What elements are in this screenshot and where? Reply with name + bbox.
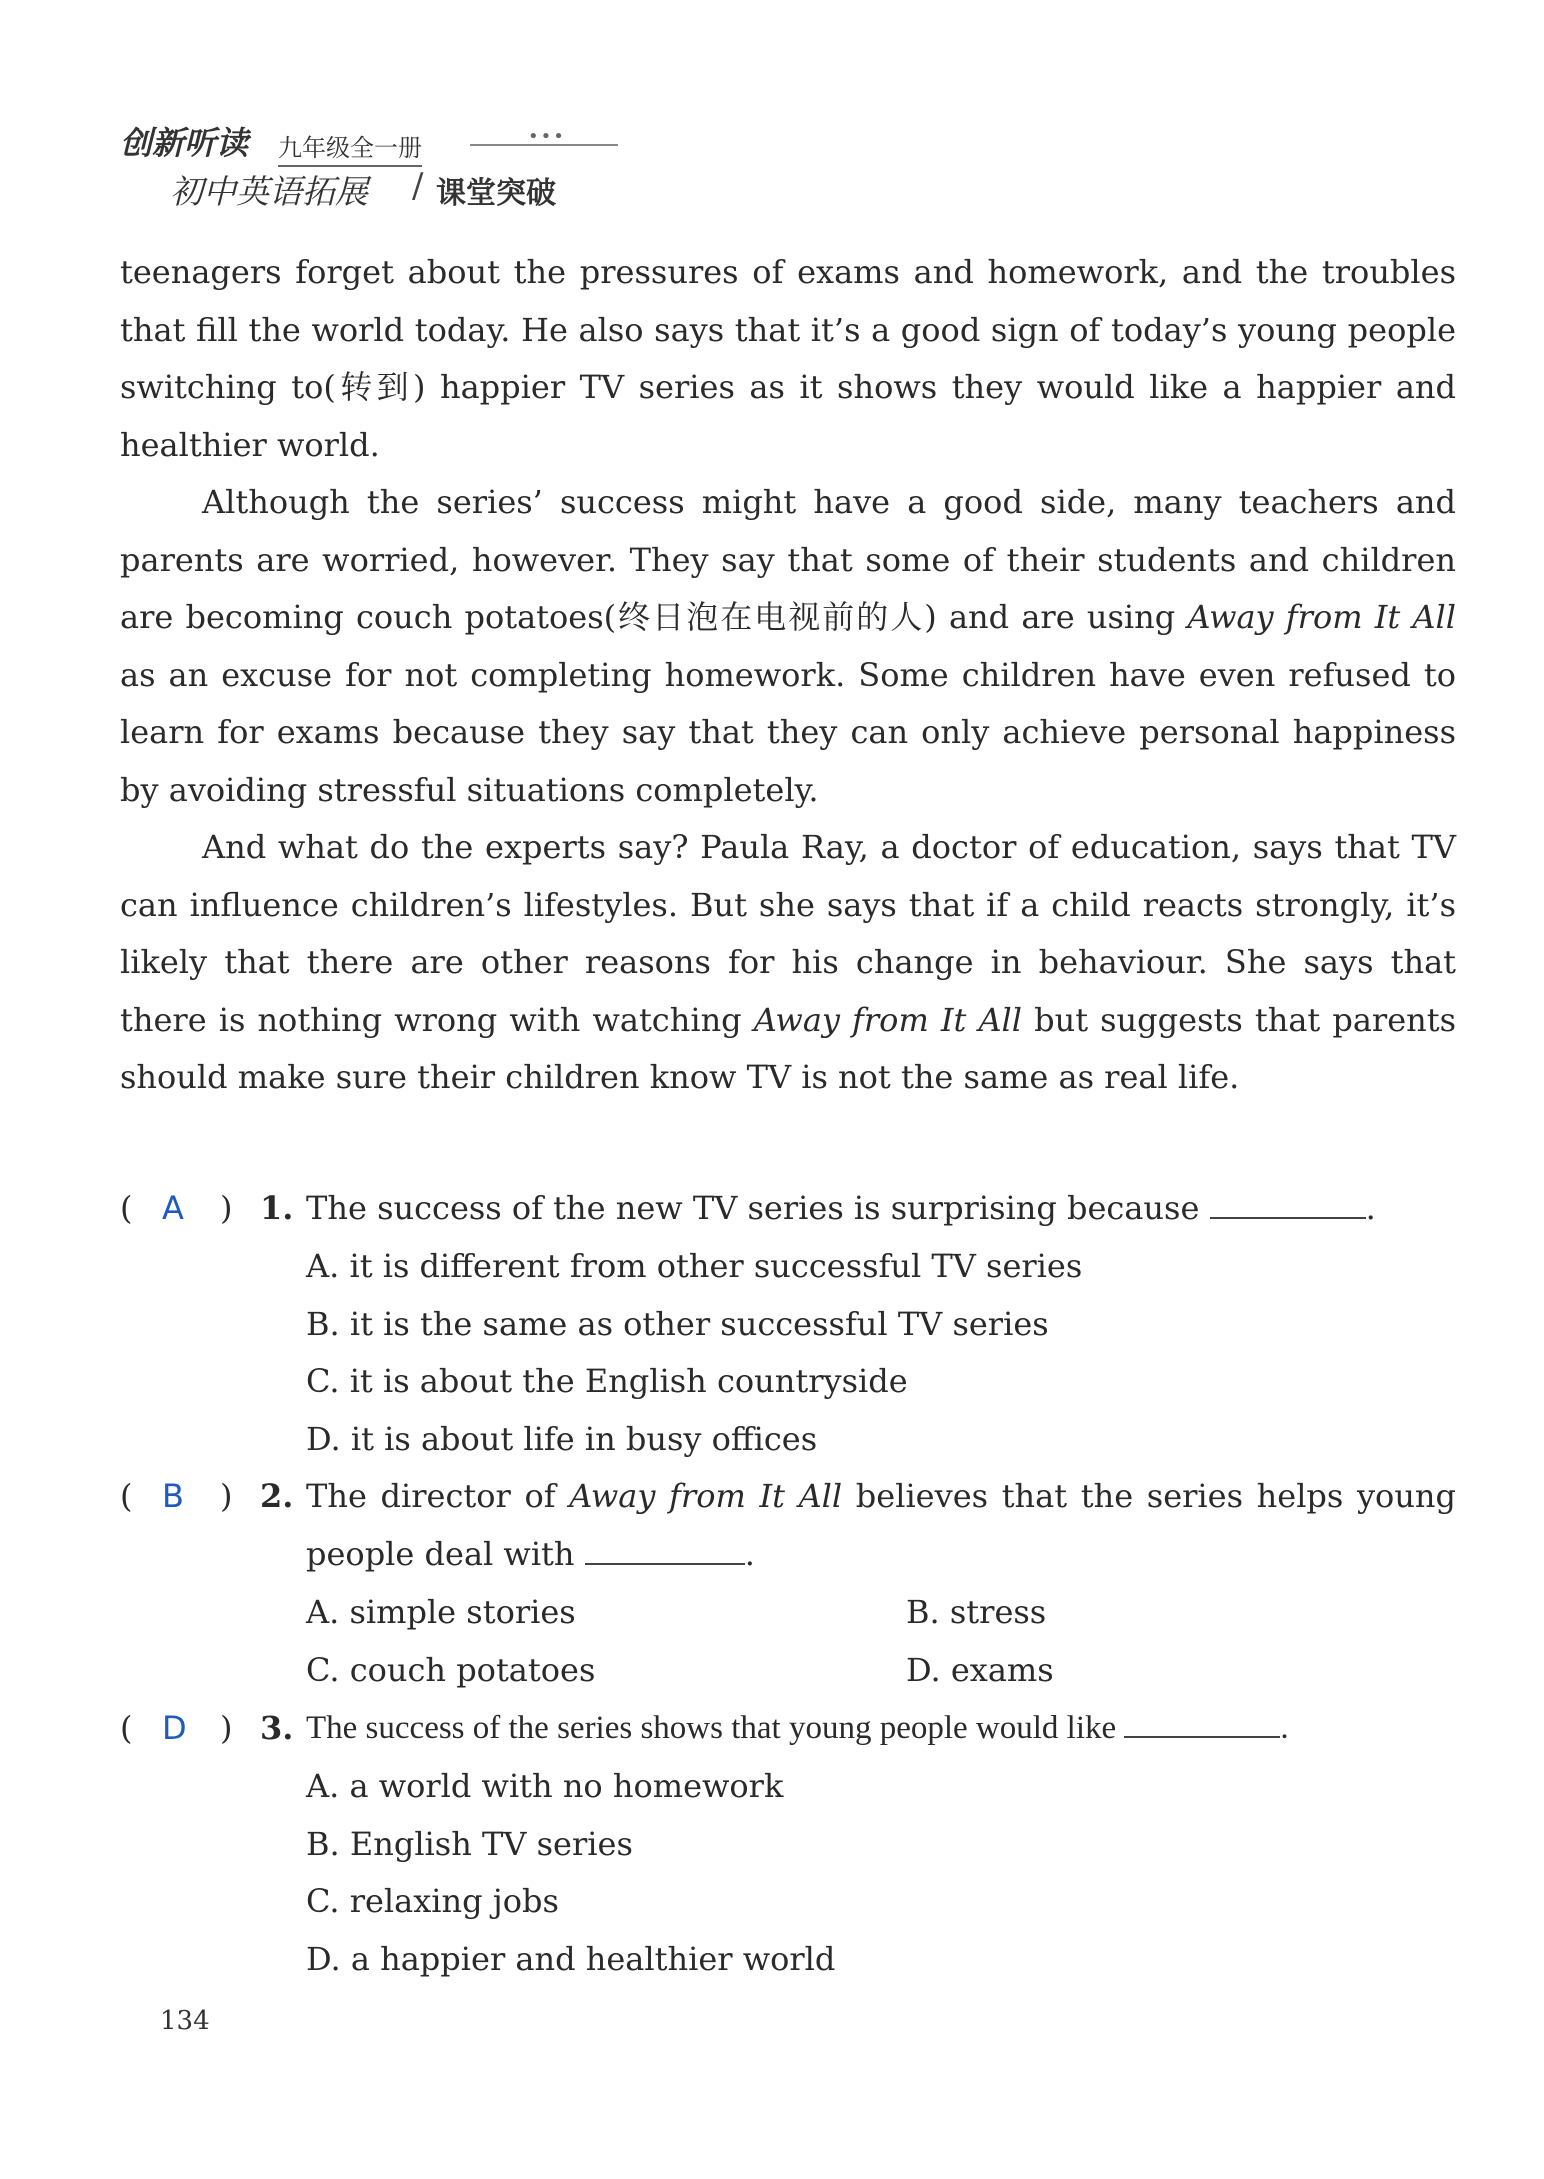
page-header (120, 118, 680, 218)
paragraph-3 (120, 819, 1456, 1107)
answer-1: A (162, 1189, 184, 1227)
series-title: Away from It All (753, 1000, 1023, 1039)
answer-blank (1210, 1189, 1366, 1219)
option: B. stress (906, 1593, 1047, 1631)
series-title: Away from It All (1187, 598, 1456, 636)
page-number: 134 (160, 2006, 210, 2036)
paragraph-2-text-a: Although the series’ success might have a good side, many teachers and parents are worried, however. They say that some of their students and children are becoming couch potatoes(终日泡在电视前的人) and are using (120, 483, 1456, 636)
book-subtitle: 初中英语拓展 (170, 172, 368, 211)
paragraph-3-text-a: And what do the experts say? Paula Ray, a doctor of education, says that TV can influence children’s lifestyles. But she says that if a child reacts strongly, it’s likely that there are other reasons for his change in behaviour. She says that there is nothing wrong with watching (120, 828, 1456, 1039)
paragraph-2-text-b: as an excuse for not completing homework. Some children have even refused to learn for exams because they say that they can only achieve personal happiness by avoiding stressful situations completely. (120, 655, 1456, 809)
option: D. exams (906, 1651, 1054, 1689)
option: C. it is about the English countryside (306, 1362, 908, 1400)
paragraph-3-text-b: but suggests that parents should make sure their children know TV is not the same as real life. (120, 1000, 1457, 1096)
question-stem: The director of Away from It All believes that the series helps young people deal with . (306, 1477, 1457, 1573)
option: D. a happier and healthier world (306, 1940, 836, 1978)
paragraph-2 (120, 474, 1456, 819)
question-stem: The success of the series shows that young people would like . (306, 1710, 1289, 1746)
answer-blank (1124, 1708, 1280, 1738)
question-number: 3. (260, 1709, 294, 1747)
option: B. it is the same as other successful TV series (306, 1305, 1049, 1343)
paragraph-1: teenagers forget about the pressures of exams and homework, and the troubles that fill the world today. He also says that it’s a good sign of today’s young people switching to(转到) happier TV series as it shows they would like a happier and healthier world. (120, 253, 1456, 464)
option: A. a world with no homework (306, 1767, 784, 1805)
question-3: ( D ) 3. The success of the series shows that young people would like . (120, 1700, 1456, 1760)
answer-blank (585, 1535, 745, 1565)
brand-logo: 创新听读 (120, 124, 249, 162)
header-dots: ••• (528, 126, 566, 147)
question-2: ( B ) 2. The director of Away from It All believes that the series helps young people deal with . (120, 1468, 1456, 1588)
header-slash: / (412, 166, 424, 206)
grade-label: 九年级全一册 (278, 128, 422, 167)
option: B. English TV series (306, 1825, 633, 1863)
option: C. relaxing jobs (306, 1882, 559, 1920)
option: D. it is about life in busy offices (306, 1420, 818, 1458)
option: C. couch potatoes (306, 1651, 596, 1689)
series-title: Away from It All (569, 1477, 843, 1515)
option: A. it is different from other successful TV series (306, 1247, 1083, 1285)
option: A. simple stories (306, 1593, 576, 1631)
question-stem: The success of the new TV series is surprising because . (306, 1189, 1376, 1227)
question-number: 2. (260, 1477, 294, 1515)
reading-passage (120, 244, 1456, 1107)
answer-2: B (162, 1477, 184, 1515)
answer-3: D (162, 1709, 187, 1747)
question-number: 1. (260, 1189, 294, 1227)
question-1: ( A ) 1. The success of the new TV series is surprising because . (120, 1180, 1456, 1240)
section-title: 课堂突破 (436, 176, 556, 211)
